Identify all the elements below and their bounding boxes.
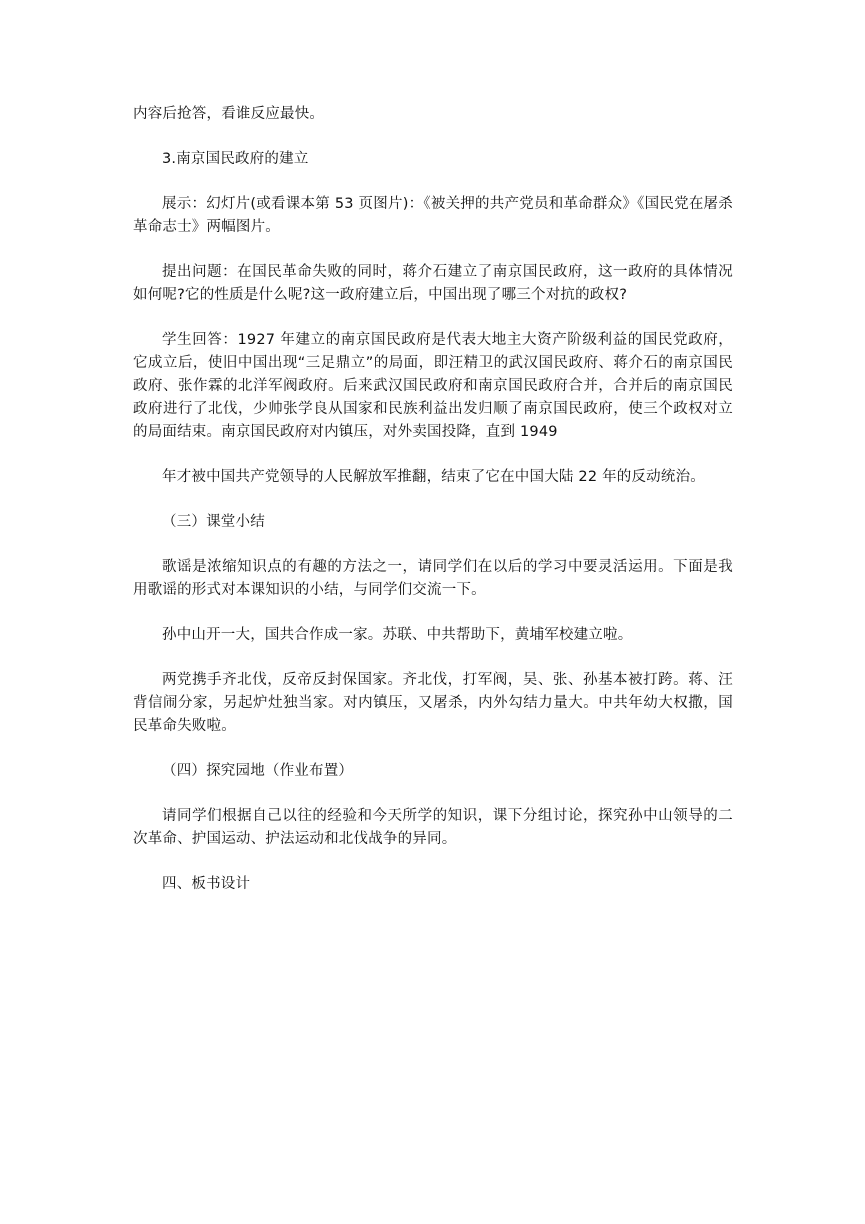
paragraph-display: 展示：幻灯片(或看课本第 53 页图片)：《被关押的共产党员和革命群众》《国民党在屠杀革命志士》两幅图片。 — [133, 196, 733, 235]
paragraph-ballad-verse-2: 两党携手齐北伐，反帝反封保国家。齐北伐，打军阀，吴、张、孙基本被打跨。蒋、汪背信闹分家，另起炉灶独当家。对内镇压，又屠杀，内外勾结力量大。中共年幼大权撒，国民革命失败啦。 — [133, 672, 733, 734]
paragraph-continuation: 内容后抢答，看谁反应最快。 — [133, 106, 325, 122]
paragraph-ballad-intro: 歌谣是浓缩知识点的有趣的方法之一，请同学们在以后的学习中要灵活运用。下面是我用歌谣的形式对本课知识的小结，与同学们交流一下。 — [133, 559, 733, 598]
section-heading-nanjing-government: 3.南京国民政府的建立 — [162, 151, 309, 167]
paragraph-student-answer: 学生回答：1927 年建立的南京国民政府是代表大地主大资产阶级利益的国民党政府，它成立后，使旧中国出现“三足鼎立”的局面，即汪精卫的武汉国民政府、蒋介石的南京国民政府、张作霖的北洋军阀政府。后来武汉国民政府和南京国民政府合并，合并后的南京国民政府进行了北伐，少帅张学良从国家和民族利益出发归顺了南京国民政府，使三个政权对立的局面结束。南京国民政府对内镇压，对外卖国投降，直到 1949 — [133, 332, 733, 440]
paragraph-answer-continued: 年才被中国共产党领导的人民解放军推翻，结束了它在中国大陆 22 年的反动统治。 — [162, 469, 705, 485]
paragraph-ballad-verse-1: 孙中山开一大，国共合作成一家。苏联、中共帮助下，黄埔军校建立啦。 — [162, 627, 633, 643]
paragraph-question: 提出问题：在国民革命失败的同时，蒋介石建立了南京国民政府，这一政府的具体情况如何呢?它的性质是什么呢?这一政府建立后，中国出现了哪三个对抗的政权? — [133, 264, 733, 303]
section-heading-homework: （四）探究园地（作业布置） — [162, 763, 354, 779]
paragraph-homework: 请同学们根据自己以往的经验和今天所学的知识，课下分组讨论，探究孙中山领导的二次革命、护国运动、护法运动和北伐战争的异同。 — [133, 808, 733, 847]
section-heading-summary: （三）课堂小结 — [162, 514, 265, 530]
document-body — [133, 103, 733, 918]
section-heading-board-design: 四、板书设计 — [162, 876, 251, 892]
